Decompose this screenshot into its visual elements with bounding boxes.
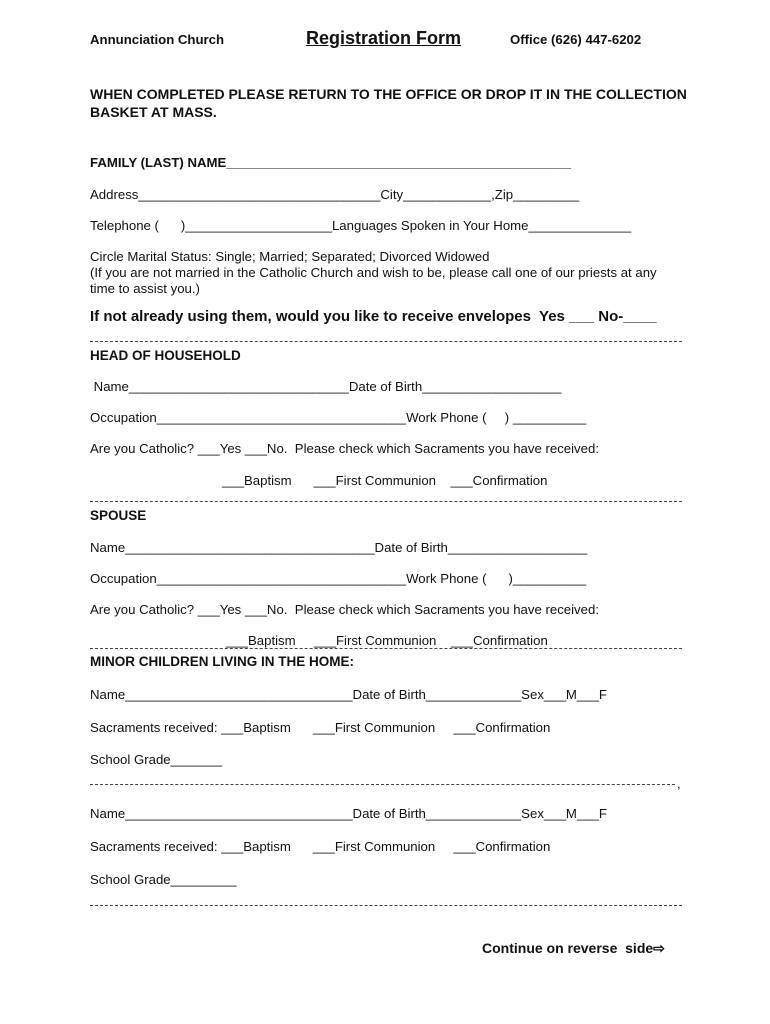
spouse-heading: SPOUSE — [90, 508, 147, 523]
family-name-field[interactable]: FAMILY (LAST) NAME_______________________________________________ — [90, 155, 571, 170]
head-sacraments-options[interactable]: ___Baptism ___First Communion ___Confirmation — [222, 473, 548, 488]
head-of-household-heading: HEAD OF HOUSEHOLD — [90, 348, 241, 363]
spouse-sacraments-options[interactable]: ___Baptism ___First Communion ___Confirmation — [226, 633, 548, 648]
section-divider — [90, 905, 682, 906]
child1-sacraments-options[interactable]: Sacraments received: ___Baptism ___First Communion ___Confirmation — [90, 720, 551, 735]
envelopes-question[interactable]: If not already using them, would you like to receive envelopes Yes ___ No-____ — [90, 308, 657, 325]
section-divider — [90, 648, 682, 649]
minor-children-heading: MINOR CHILDREN LIVING IN THE HOME: — [90, 654, 354, 669]
telephone-field[interactable]: Telephone ( )____________________Languages Spoken in Your Home______________ — [90, 218, 632, 233]
divider-comma: , — [677, 776, 681, 791]
address-field[interactable]: Address_________________________________City____________,Zip_________ — [90, 187, 580, 202]
office-phone: Office (626) 447-6202 — [510, 32, 642, 47]
spouse-occupation-field[interactable]: Occupation__________________________________Work Phone ( )__________ — [90, 571, 587, 586]
head-name-field[interactable]: Name______________________________Date of Birth___________________ — [90, 379, 562, 394]
child1-name-field[interactable]: Name_______________________________Date of Birth_____________Sex___M___F — [90, 687, 607, 702]
marital-status[interactable]: Circle Marital Status: Single; Married; Separated; Divorced Widowed — [90, 249, 490, 264]
spouse-name-field[interactable]: Name__________________________________Date of Birth___________________ — [90, 540, 588, 555]
section-divider — [90, 784, 675, 785]
spouse-catholic-question[interactable]: Are you Catholic? ___Yes ___No. Please check which Sacraments you have received: — [90, 602, 599, 617]
child2-school-grade-field[interactable]: School Grade_________ — [90, 872, 237, 887]
child2-sacraments-options[interactable]: Sacraments received: ___Baptism ___First Communion ___Confirmation — [90, 839, 551, 854]
marital-note: (If you are not married in the Catholic Church and wish to be, please call one of our priests at any time to assist you.) — [90, 265, 657, 296]
child2-name-field[interactable]: Name_______________________________Date of Birth_____________Sex___M___F — [90, 806, 607, 821]
child1-school-grade-field[interactable]: School Grade_______ — [90, 752, 222, 767]
section-divider — [90, 341, 682, 342]
return-notice: WHEN COMPLETED PLEASE RETURN TO THE OFFICE OR DROP IT IN THE COLLECTION BASKET AT MASS. — [90, 86, 687, 120]
head-catholic-question[interactable]: Are you Catholic? ___Yes ___No. Please check which Sacraments you have received: — [90, 441, 599, 456]
head-occupation-field[interactable]: Occupation__________________________________Work Phone ( ) __________ — [90, 410, 587, 425]
continue-reverse-note: Continue on reverse side⇨ — [482, 940, 665, 956]
form-title: Registration Form — [306, 28, 462, 48]
church-name: Annunciation Church — [90, 32, 225, 47]
section-divider — [90, 501, 682, 502]
